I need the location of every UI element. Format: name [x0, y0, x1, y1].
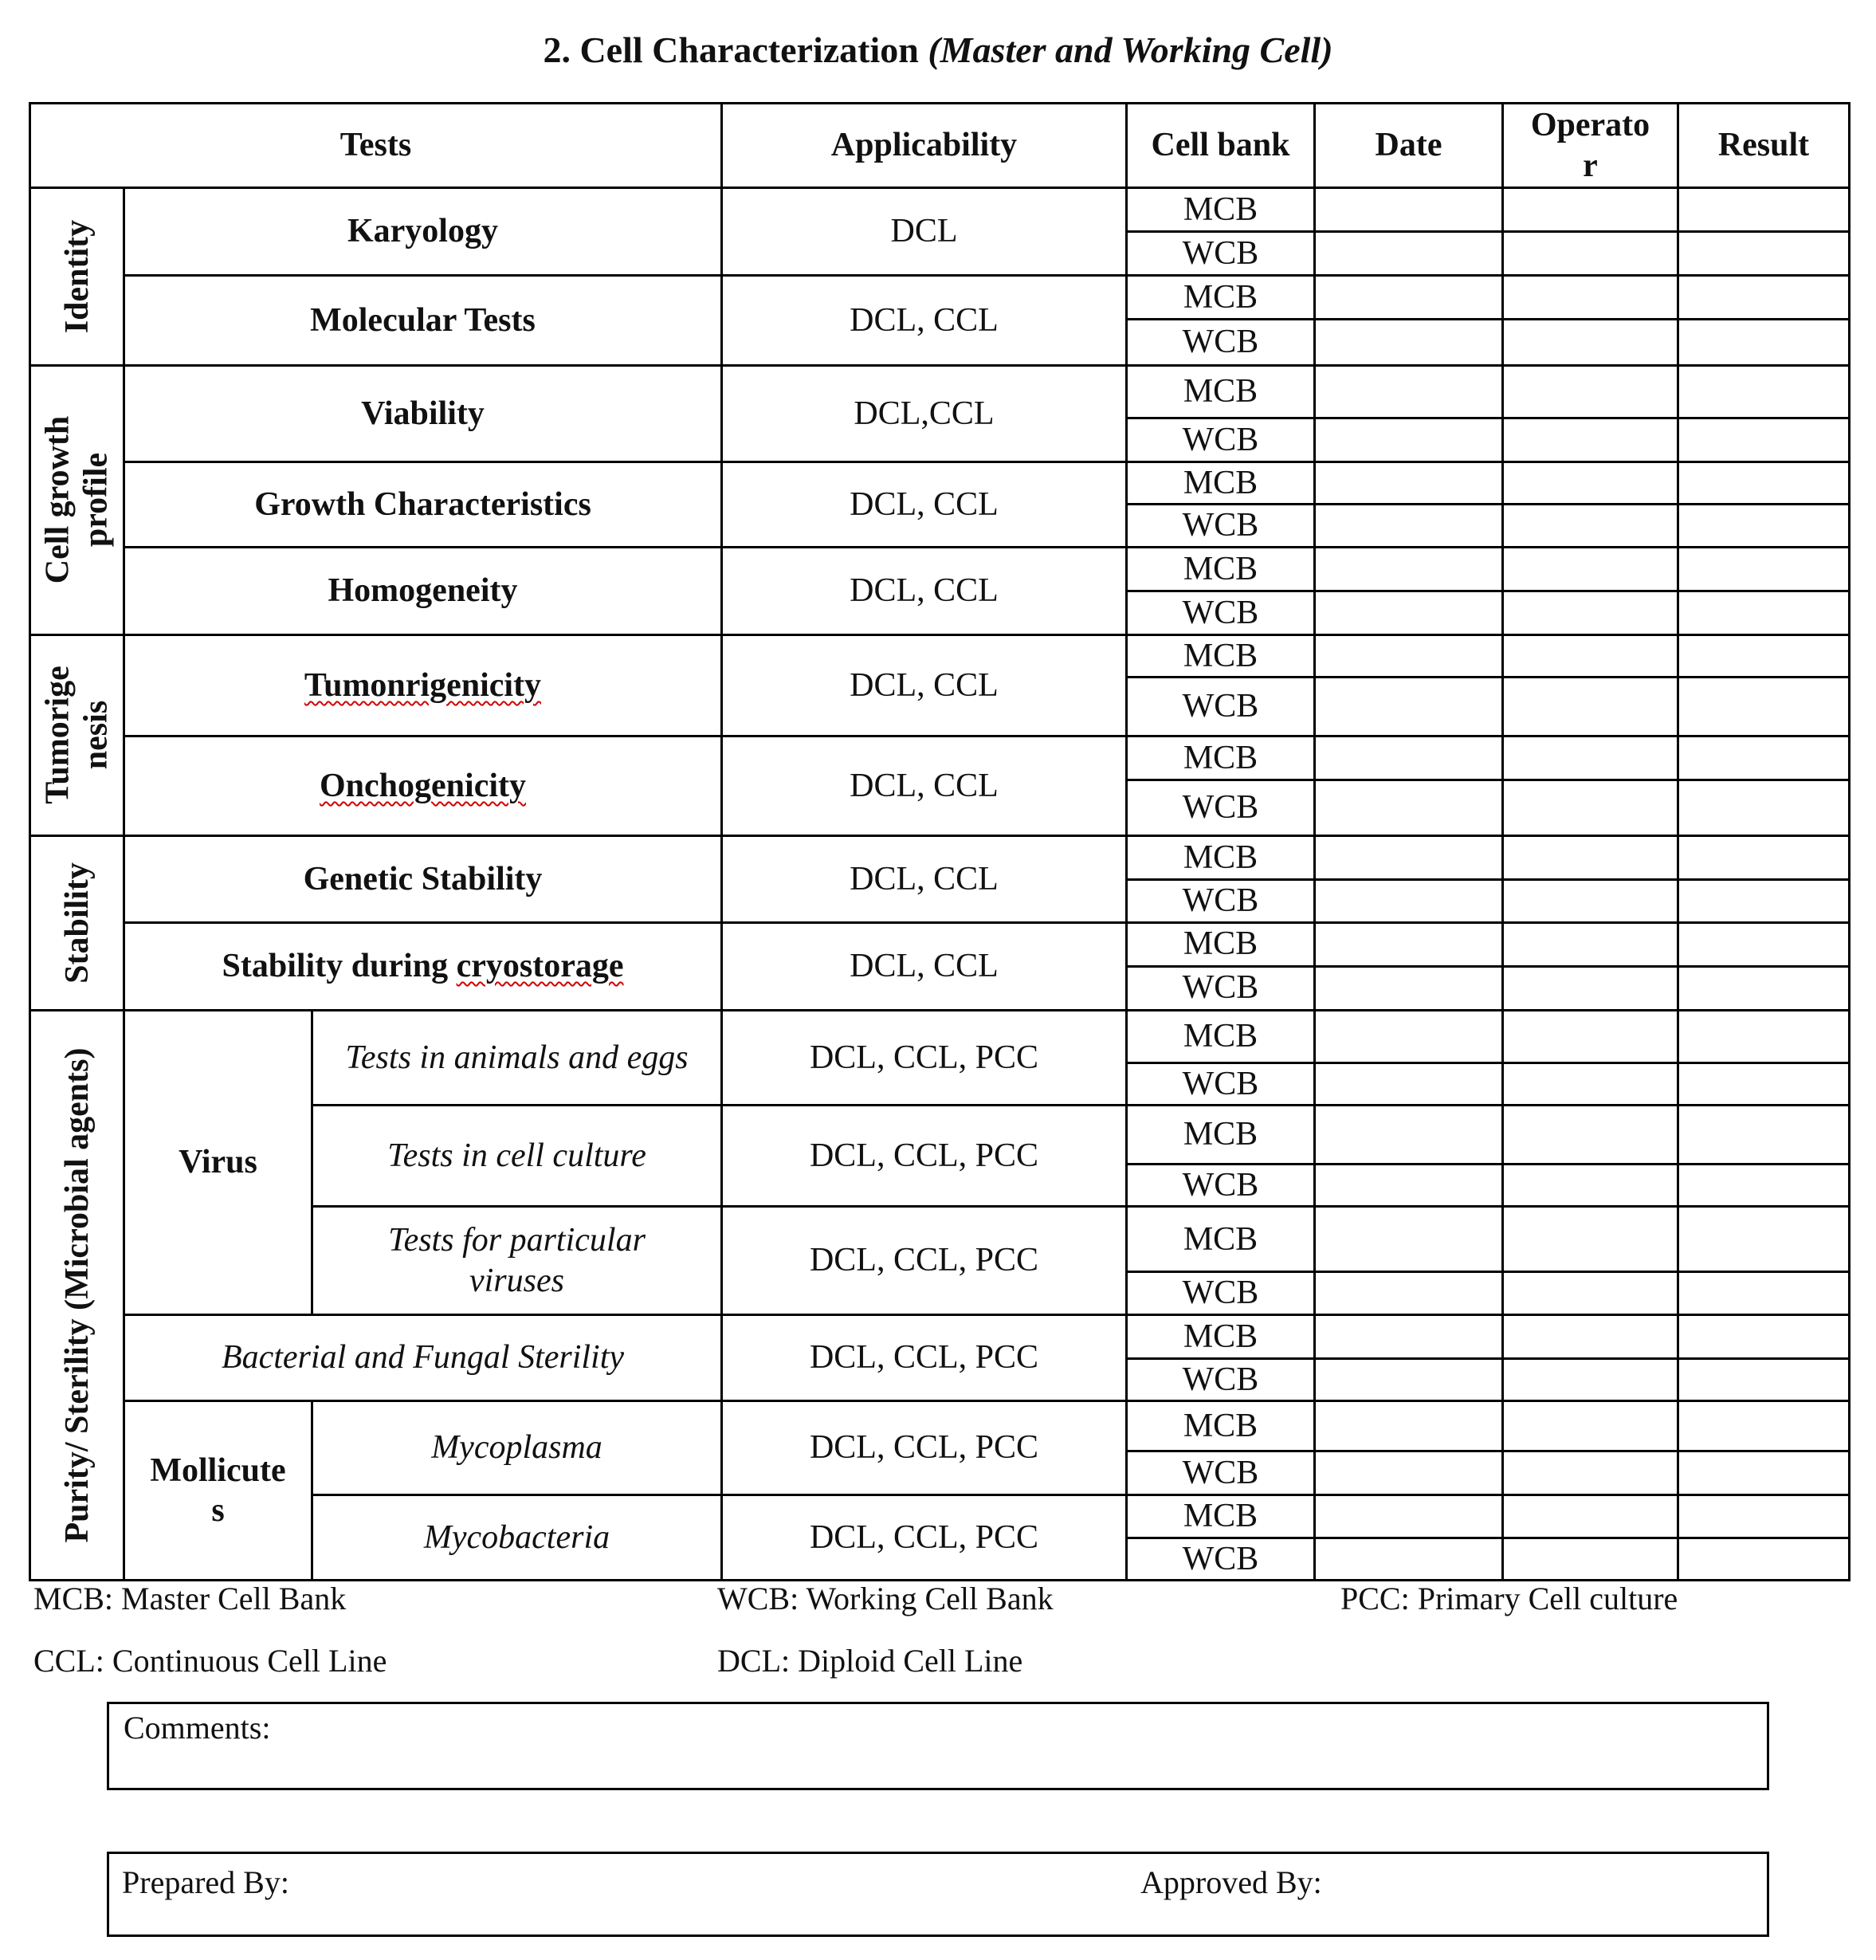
date-cell[interactable]: [1315, 1538, 1503, 1580]
group-tumorigenesis: Tumorige nesis: [30, 634, 124, 835]
test-homogeneity: Homogeneity: [124, 547, 722, 634]
result-cell[interactable]: [1678, 1010, 1850, 1062]
operator-cell[interactable]: [1503, 1207, 1678, 1272]
test-molecular: Molecular Tests: [124, 276, 722, 366]
result-cell[interactable]: [1678, 736, 1850, 780]
test-particular-viruses: Tests for particular viruses: [312, 1207, 722, 1314]
test-growth-characteristics: Growth Characteristics: [124, 462, 722, 548]
table-row: [30, 1314, 1850, 1358]
result-cell[interactable]: [1678, 1164, 1850, 1206]
result-cell[interactable]: [1678, 232, 1850, 276]
date-cell[interactable]: [1315, 1164, 1503, 1206]
applicability-cell: DCL, CCL: [722, 634, 1127, 736]
date-cell[interactable]: [1315, 320, 1503, 366]
header-result: Result: [1678, 104, 1850, 188]
operator-cell[interactable]: [1503, 1495, 1678, 1538]
bank-wcb: WCB: [1127, 780, 1315, 836]
applicability-cell: DCL, CCL: [722, 462, 1127, 548]
header-date: Date: [1315, 104, 1503, 188]
bank-mcb: MCB: [1127, 547, 1315, 591]
date-cell[interactable]: [1315, 922, 1503, 966]
comments-label: Comments:: [124, 1710, 271, 1746]
title-subtitle: (Master and Working Cell): [928, 29, 1333, 70]
result-cell[interactable]: [1678, 276, 1850, 320]
test-cell-culture: Tests in cell culture: [312, 1105, 722, 1206]
bank-mcb: MCB: [1127, 462, 1315, 505]
operator-cell[interactable]: [1503, 547, 1678, 591]
operator-cell[interactable]: [1503, 1538, 1678, 1580]
test-bacterial-fungal: Bacterial and Fungal Sterility: [124, 1314, 722, 1400]
subgroup-virus: Virus: [124, 1010, 312, 1314]
applicability-cell: DCL,CCL: [722, 366, 1127, 462]
applicability-cell: DCL, CCL: [722, 736, 1127, 836]
bank-wcb: WCB: [1127, 1358, 1315, 1400]
date-cell[interactable]: [1315, 780, 1503, 836]
date-cell[interactable]: [1315, 591, 1503, 634]
group-purity-sterility: Purity/ Sterility (Microbial agents): [30, 1010, 124, 1580]
result-cell[interactable]: [1678, 1538, 1850, 1580]
operator-cell[interactable]: [1503, 1314, 1678, 1358]
operator-cell[interactable]: [1503, 188, 1678, 232]
title-main: 2. Cell Characterization: [543, 29, 919, 70]
operator-cell[interactable]: [1503, 836, 1678, 880]
bank-wcb: WCB: [1127, 1062, 1315, 1105]
table-row: [30, 462, 1850, 505]
operator-cell[interactable]: [1503, 276, 1678, 320]
date-cell[interactable]: [1315, 1207, 1503, 1272]
operator-cell[interactable]: [1503, 1272, 1678, 1314]
operator-cell[interactable]: [1503, 880, 1678, 922]
result-cell[interactable]: [1678, 1062, 1850, 1105]
operator-cell[interactable]: [1503, 1062, 1678, 1105]
table-row: [30, 188, 1850, 232]
operator-cell[interactable]: [1503, 462, 1678, 505]
bank-mcb: MCB: [1127, 188, 1315, 232]
header-tests: Tests: [30, 104, 722, 188]
operator-cell[interactable]: [1503, 418, 1678, 462]
operator-cell[interactable]: [1503, 1358, 1678, 1400]
result-cell[interactable]: [1678, 1207, 1850, 1272]
date-cell[interactable]: [1315, 366, 1503, 418]
applicability-cell: DCL, CCL, PCC: [722, 1105, 1127, 1206]
applicability-cell: DCL, CCL, PCC: [722, 1401, 1127, 1495]
bank-wcb: WCB: [1127, 591, 1315, 634]
bank-mcb: MCB: [1127, 276, 1315, 320]
operator-cell[interactable]: [1503, 1105, 1678, 1164]
operator-cell[interactable]: [1503, 1010, 1678, 1062]
table-row: [30, 1010, 1850, 1062]
applicability-cell: DCL, CCL: [722, 547, 1127, 634]
operator-cell[interactable]: [1503, 1401, 1678, 1451]
date-cell[interactable]: [1315, 1010, 1503, 1062]
result-cell[interactable]: [1678, 1495, 1850, 1538]
operator-cell[interactable]: [1503, 1164, 1678, 1206]
cell-characterization-table: [29, 102, 1850, 1581]
subgroup-mollicutes: Mollicute s: [124, 1401, 312, 1581]
result-cell[interactable]: [1678, 634, 1850, 677]
table-row: [30, 1401, 1850, 1451]
applicability-cell: DCL, CCL: [722, 836, 1127, 922]
applicability-cell: DCL: [722, 188, 1127, 276]
date-cell[interactable]: [1315, 276, 1503, 320]
date-cell[interactable]: [1315, 1495, 1503, 1538]
header-applicability: Applicability: [722, 104, 1127, 188]
table-row: [30, 366, 1850, 418]
bank-wcb: WCB: [1127, 1538, 1315, 1580]
test-genetic-stability: Genetic Stability: [124, 836, 722, 922]
date-cell[interactable]: [1315, 505, 1503, 547]
bank-wcb: WCB: [1127, 678, 1315, 736]
test-cryostorage-stability: Stability during cryostorage: [124, 922, 722, 1010]
result-cell[interactable]: [1678, 1401, 1850, 1451]
date-cell[interactable]: [1315, 1401, 1503, 1451]
bank-wcb: WCB: [1127, 1451, 1315, 1495]
date-cell[interactable]: [1315, 462, 1503, 505]
legend-ccl: CCL: Continuous Cell Line: [33, 1643, 387, 1679]
prepared-by-label: Prepared By:: [122, 1864, 289, 1900]
date-cell[interactable]: [1315, 1451, 1503, 1495]
result-cell[interactable]: [1678, 462, 1850, 505]
group-stability: Stability: [30, 836, 124, 1010]
applicability-cell: DCL, CCL, PCC: [722, 1495, 1127, 1581]
test-mycoplasma: Mycoplasma: [312, 1401, 722, 1495]
table-row: [30, 276, 1850, 320]
header-cell-bank: Cell bank: [1127, 104, 1315, 188]
date-cell[interactable]: [1315, 232, 1503, 276]
bank-wcb: WCB: [1127, 232, 1315, 276]
bank-mcb: MCB: [1127, 736, 1315, 780]
date-cell[interactable]: [1315, 880, 1503, 922]
date-cell[interactable]: [1315, 1272, 1503, 1314]
date-cell[interactable]: [1315, 1314, 1503, 1358]
table-row: [30, 922, 1850, 966]
bank-mcb: MCB: [1127, 1207, 1315, 1272]
result-cell[interactable]: [1678, 1358, 1850, 1400]
bank-wcb: WCB: [1127, 320, 1315, 366]
legend-mcb: MCB: Master Cell Bank: [33, 1581, 347, 1616]
bank-mcb: MCB: [1127, 1105, 1315, 1164]
operator-cell[interactable]: [1503, 634, 1678, 677]
table-row: [30, 736, 1850, 780]
operator-cell[interactable]: [1503, 505, 1678, 547]
operator-cell[interactable]: [1503, 591, 1678, 634]
result-cell[interactable]: [1678, 547, 1850, 591]
result-cell[interactable]: [1678, 922, 1850, 966]
test-oncogenicity: Onchogenicity: [124, 736, 722, 836]
bank-mcb: MCB: [1127, 1314, 1315, 1358]
signature-box[interactable]: [107, 1852, 1769, 1937]
result-cell[interactable]: [1678, 1314, 1850, 1358]
date-cell[interactable]: [1315, 966, 1503, 1010]
date-cell[interactable]: [1315, 634, 1503, 677]
table-row: [30, 836, 1850, 880]
date-cell[interactable]: [1315, 418, 1503, 462]
applicability-cell: DCL, CCL: [722, 276, 1127, 366]
legend-dcl: DCL: Diploid Cell Line: [717, 1643, 1023, 1679]
result-cell[interactable]: [1678, 1272, 1850, 1314]
operator-cell[interactable]: [1503, 736, 1678, 780]
applicability-cell: DCL, CCL: [722, 922, 1127, 1010]
operator-cell[interactable]: [1503, 232, 1678, 276]
test-animals-eggs: Tests in animals and eggs: [312, 1010, 722, 1105]
bank-wcb: WCB: [1127, 1272, 1315, 1314]
result-cell[interactable]: [1678, 678, 1850, 736]
result-cell[interactable]: [1678, 1451, 1850, 1495]
operator-cell[interactable]: [1503, 1451, 1678, 1495]
result-cell[interactable]: [1678, 366, 1850, 418]
test-tumorigenicity: Tumonrigenicity: [124, 634, 722, 736]
bank-mcb: MCB: [1127, 1495, 1315, 1538]
result-cell[interactable]: [1678, 836, 1850, 880]
result-cell[interactable]: [1678, 418, 1850, 462]
bank-wcb: WCB: [1127, 880, 1315, 922]
table-row: [30, 547, 1850, 591]
bank-mcb: MCB: [1127, 634, 1315, 677]
applicability-cell: DCL, CCL, PCC: [722, 1010, 1127, 1105]
result-cell[interactable]: [1678, 505, 1850, 547]
result-cell[interactable]: [1678, 188, 1850, 232]
operator-cell[interactable]: [1503, 320, 1678, 366]
date-cell[interactable]: [1315, 1105, 1503, 1164]
date-cell[interactable]: [1315, 547, 1503, 591]
bank-wcb: WCB: [1127, 966, 1315, 1010]
operator-cell[interactable]: [1503, 780, 1678, 836]
bank-mcb: MCB: [1127, 836, 1315, 880]
date-cell[interactable]: [1315, 1358, 1503, 1400]
date-cell[interactable]: [1315, 736, 1503, 780]
table-row: [30, 634, 1850, 677]
legend-wcb: WCB: Working Cell Bank: [717, 1581, 1054, 1616]
operator-cell[interactable]: [1503, 966, 1678, 1010]
bank-wcb: WCB: [1127, 1164, 1315, 1206]
applicability-cell: DCL, CCL, PCC: [722, 1314, 1127, 1400]
applicability-cell: DCL, CCL, PCC: [722, 1207, 1127, 1314]
page-title: [0, 29, 1876, 71]
bank-mcb: MCB: [1127, 1401, 1315, 1451]
approved-by-label: Approved By:: [1140, 1864, 1322, 1900]
bank-wcb: WCB: [1127, 418, 1315, 462]
result-cell[interactable]: [1678, 880, 1850, 922]
result-cell[interactable]: [1678, 1105, 1850, 1164]
date-cell[interactable]: [1315, 836, 1503, 880]
result-cell[interactable]: [1678, 780, 1850, 836]
bank-wcb: WCB: [1127, 505, 1315, 547]
bank-mcb: MCB: [1127, 366, 1315, 418]
operator-cell[interactable]: [1503, 366, 1678, 418]
test-karyology: Karyology: [124, 188, 722, 276]
comments-box[interactable]: [107, 1702, 1769, 1790]
header-row: [30, 104, 1850, 188]
bank-mcb: MCB: [1127, 922, 1315, 966]
date-cell[interactable]: [1315, 678, 1503, 736]
operator-cell[interactable]: [1503, 922, 1678, 966]
test-mycobacteria: Mycobacteria: [312, 1495, 722, 1581]
test-viability: Viability: [124, 366, 722, 462]
group-cell-growth-profile: Cell growth profile: [30, 366, 124, 635]
result-cell[interactable]: [1678, 320, 1850, 366]
date-cell[interactable]: [1315, 188, 1503, 232]
legend-pcc: PCC: Primary Cell culture: [1340, 1581, 1678, 1616]
group-identity: Identity: [30, 188, 124, 366]
result-cell[interactable]: [1678, 966, 1850, 1010]
result-cell[interactable]: [1678, 591, 1850, 634]
operator-cell[interactable]: [1503, 678, 1678, 736]
date-cell[interactable]: [1315, 1062, 1503, 1105]
header-operator: Operato r: [1503, 104, 1678, 188]
bank-mcb: MCB: [1127, 1010, 1315, 1062]
